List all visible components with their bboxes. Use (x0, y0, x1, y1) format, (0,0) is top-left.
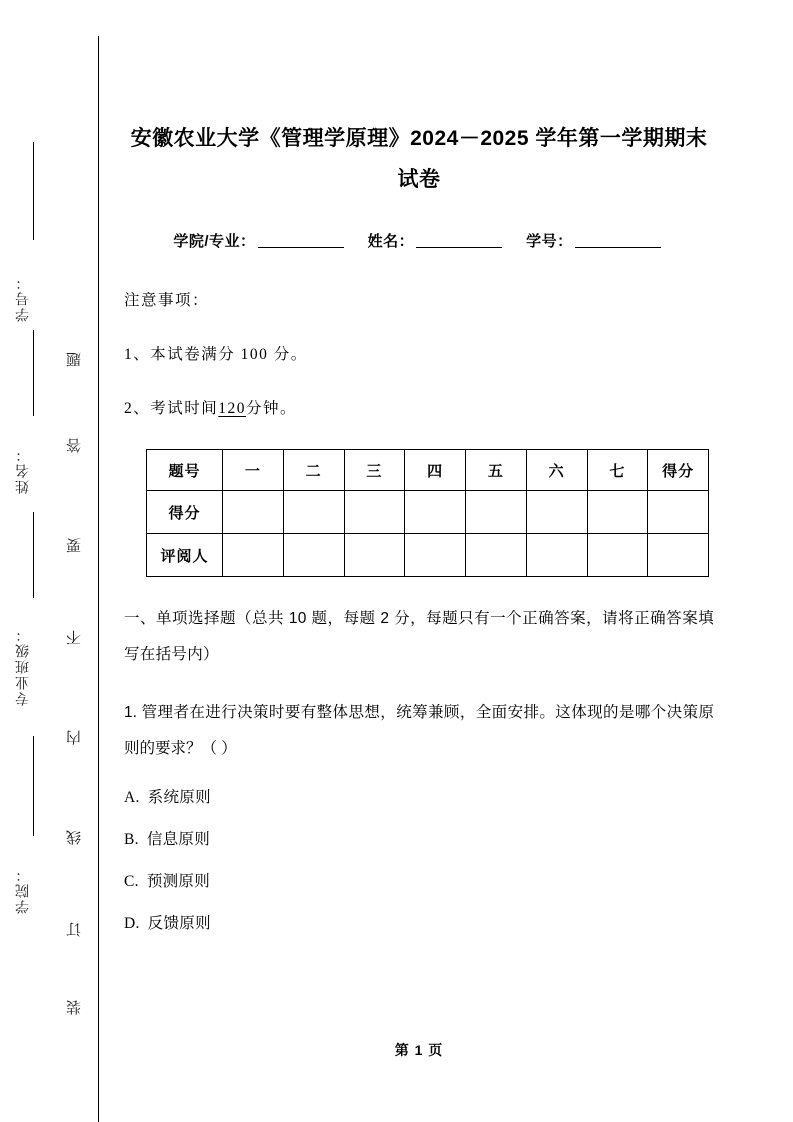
score-cell[interactable] (283, 491, 344, 534)
option-letter: B. (124, 831, 139, 848)
student-id-blank[interactable] (575, 247, 661, 248)
seal-char-0: 题 (67, 352, 83, 367)
seal-field-name-label: 姓名： (16, 446, 31, 494)
reviewer-cell[interactable] (283, 534, 344, 577)
college-major-blank[interactable] (258, 247, 344, 248)
score-cell[interactable] (405, 491, 466, 534)
seal-field-class (14, 612, 54, 720)
score-table-header-cell: 七 (587, 450, 648, 491)
score-table-header-cell: 得分 (648, 450, 709, 491)
score-cell[interactable] (587, 491, 648, 534)
seal-field-class-underline (33, 512, 34, 598)
exam-duration-value: 120 (218, 400, 247, 417)
score-table-header-cell: 五 (466, 450, 527, 491)
score-cell[interactable] (223, 491, 284, 534)
score-cell[interactable] (648, 491, 709, 534)
seal-field-college (14, 852, 54, 928)
score-table-header-cell: 四 (405, 450, 466, 491)
name-blank[interactable] (416, 247, 502, 248)
question-1-option-a[interactable] (124, 787, 714, 809)
student-id-label: 学号： (526, 233, 573, 250)
notes-item-2 (124, 395, 714, 423)
seal-char-3: 不 (67, 630, 83, 645)
question-stem-1: 1. 管理者在进行决策时要有整体思想，统筹兼顾，全面安排。这体现的是哪个决策原则的要求？（ ） (124, 704, 714, 757)
seal-field-name-underline (33, 330, 34, 416)
seal-char-5: 线 (67, 830, 83, 845)
seal-field-student-id (14, 258, 54, 338)
college-major-label: 学院/专业： (173, 233, 256, 250)
seal-char-7: 装 (67, 1000, 83, 1015)
score-table-header-cell: 一 (223, 450, 284, 491)
option-text: 系统原则 (147, 789, 211, 806)
score-cell[interactable] (466, 491, 527, 534)
seal-margin (0, 0, 100, 1122)
page-footer: 第 1 页 (394, 1042, 444, 1058)
reviewer-cell[interactable] (344, 534, 405, 577)
score-table-header-cell: 二 (283, 450, 344, 491)
student-info-line (124, 230, 714, 251)
option-text: 预测原则 (146, 873, 211, 890)
notes-item-2-after: 分钟。 (246, 400, 298, 417)
score-table-container (124, 449, 714, 577)
table-row (147, 491, 709, 534)
reviewer-cell[interactable] (587, 534, 648, 577)
reviewer-cell[interactable] (466, 534, 527, 577)
table-row (147, 534, 709, 577)
question-1-option-d[interactable] (124, 913, 714, 935)
reviewer-cell[interactable] (648, 534, 709, 577)
seal-char-4: 内 (67, 730, 83, 745)
notes-item-2-before: 2、考试时间 (124, 400, 219, 417)
question-1-option-b[interactable] (124, 829, 714, 851)
seal-char-1: 答 (67, 438, 83, 453)
seal-field-college-label: 学院： (16, 866, 31, 914)
score-cell[interactable] (526, 491, 587, 534)
page-title: 安徽农业大学《管理学原理》2024－2025 学年第一学期期末试卷 (130, 127, 708, 191)
name-label: 姓名： (367, 233, 415, 250)
option-letter: D. (124, 915, 140, 932)
seal-field-student-id-label: 学号： (16, 274, 31, 322)
seal-field-name (14, 430, 54, 510)
reviewer-cell[interactable] (223, 534, 284, 577)
score-table-header-cell: 六 (526, 450, 587, 491)
notes-item-1: 1、本试卷满分 100 分。 (124, 346, 308, 363)
score-row-label: 评阅人 (147, 534, 223, 577)
option-text: 信息原则 (146, 831, 211, 848)
seal-char-2: 要 (67, 538, 83, 553)
score-table (146, 449, 709, 577)
option-letter: A. (124, 789, 140, 806)
exam-page-body (124, 0, 714, 1122)
seal-field-student-id-underline (33, 142, 34, 240)
seal-vertical-rule (98, 36, 99, 1122)
seal-field-college-underline (33, 736, 34, 836)
question-1-option-c[interactable] (124, 871, 714, 893)
reviewer-cell[interactable] (526, 534, 587, 577)
section-heading-single-choice: 一、单项选择题（总共 10 题，每题 2 分，每题只有一个正确答案，请将正确答案填写在括号内） (124, 610, 714, 663)
notes-heading: 注意事项： (124, 292, 210, 309)
score-table-header-cell: 三 (344, 450, 405, 491)
seal-field-class-label: 专业班级： (16, 626, 31, 706)
score-cell[interactable] (344, 491, 405, 534)
reviewer-cell[interactable] (405, 534, 466, 577)
option-letter: C. (124, 873, 139, 890)
score-table-header-cell: 题号 (147, 450, 223, 491)
table-header-row (147, 450, 709, 491)
score-row-label: 得分 (147, 491, 223, 534)
seal-char-6: 订 (67, 922, 83, 937)
option-text: 反馈原则 (147, 915, 211, 932)
